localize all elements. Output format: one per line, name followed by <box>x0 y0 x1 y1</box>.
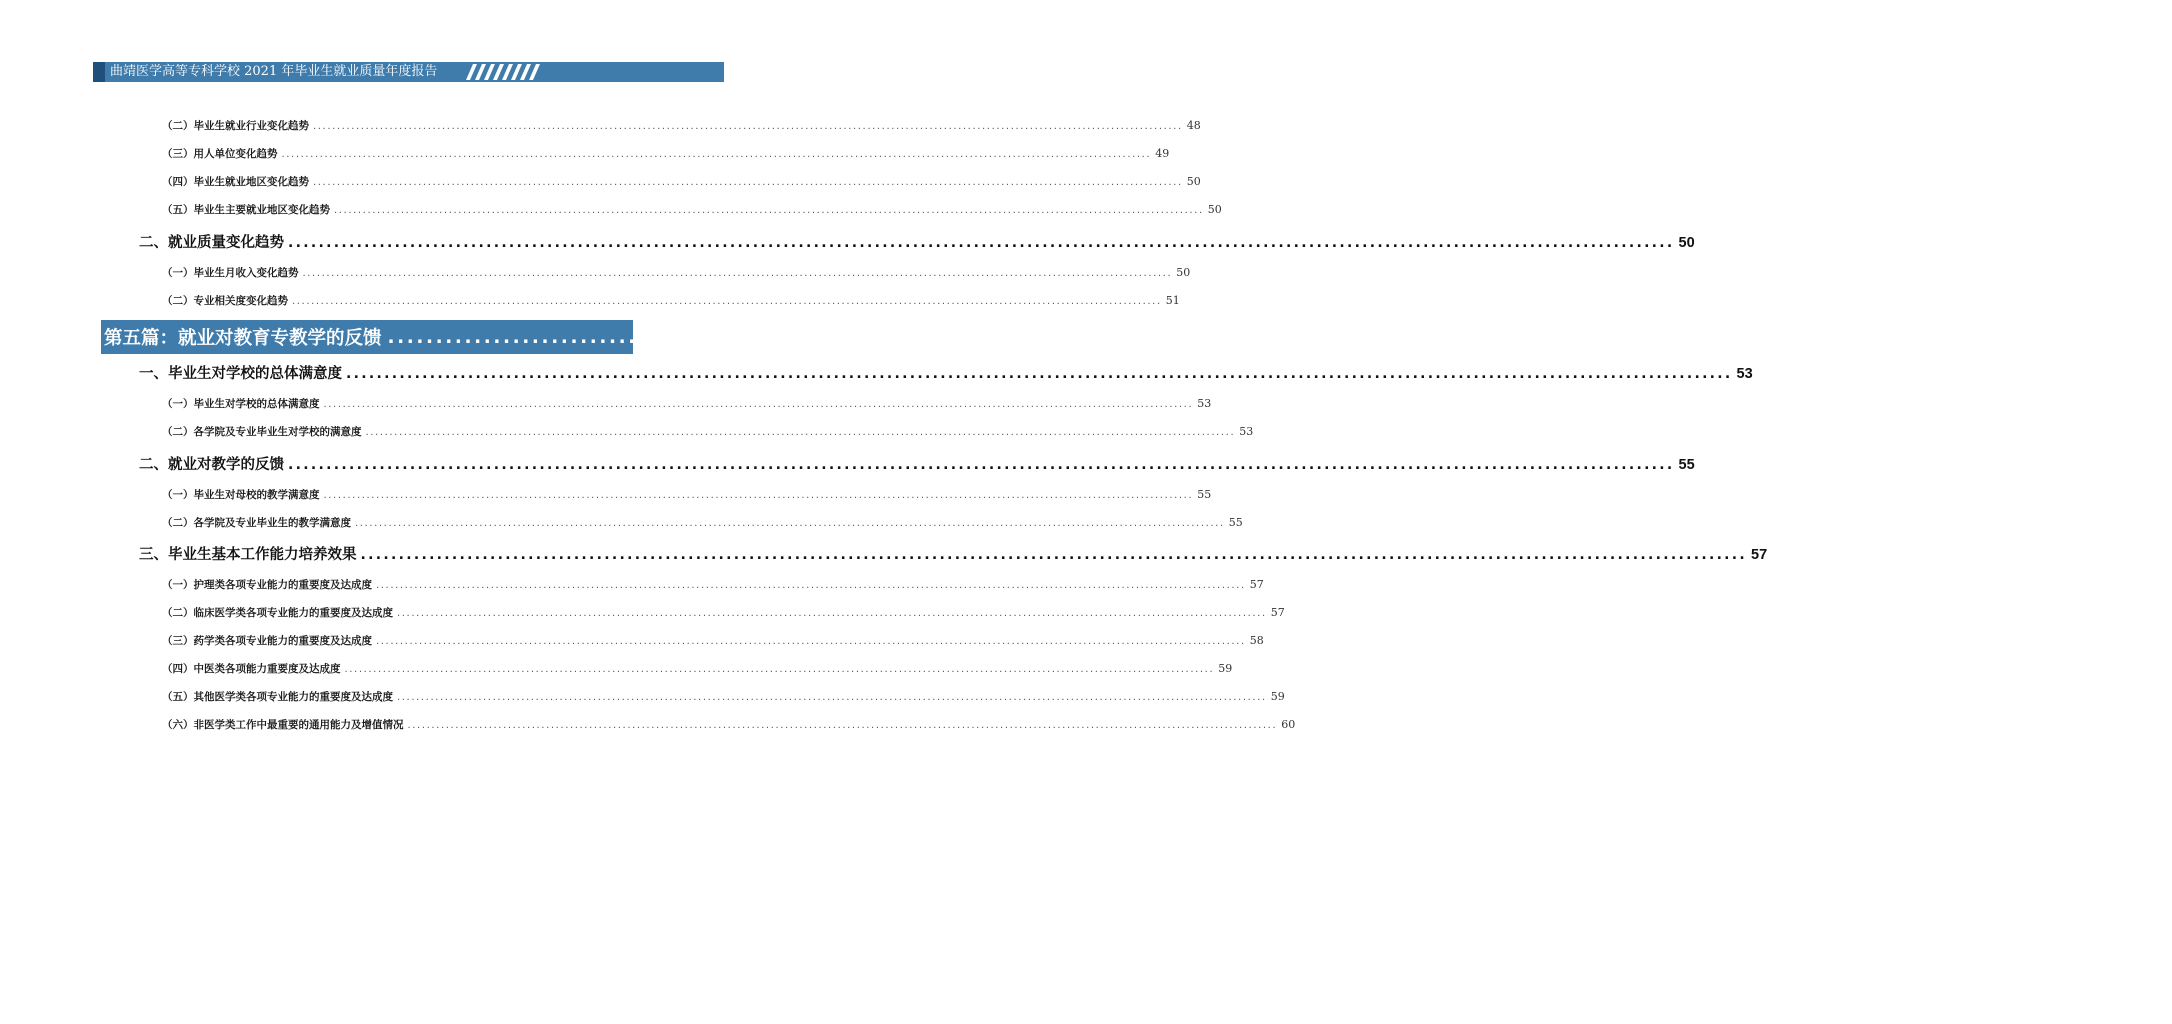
toc-section-overall-satisfaction[interactable] <box>139 362 1753 383</box>
toc-page-number: 51 <box>1165 294 1180 307</box>
toc-entry-label: （四）毕业生就业地区变化趋势 <box>162 176 309 188</box>
toc-section-label: 一、毕业生对学校的总体满意度 <box>139 366 342 382</box>
toc-leader-dots: ...................................................................................................................................................................................... <box>376 636 1246 647</box>
toc-leader-dots: ...................................................................................................................................................................................... <box>313 121 1183 132</box>
toc-entry-label: （五）其他医学类各项专业能力的重要度及达成度 <box>162 691 393 703</box>
toc-leader-dots: ...................................................................................................................................................................................... <box>313 177 1183 188</box>
toc-entry-employer-trend[interactable] <box>162 146 1170 161</box>
toc-page-number: 53 <box>1197 397 1212 410</box>
toc-entry-clinical-ability[interactable] <box>162 605 1285 620</box>
toc-entry-label: （三）用人单位变化趋势 <box>162 148 278 160</box>
toc-page-number: 59 <box>1270 690 1285 703</box>
toc-entry-teaching-satisfaction[interactable] <box>162 487 1212 502</box>
toc-entry-main-region-trend[interactable] <box>162 202 1222 217</box>
toc-leader-dots: ...................................................................................................................................................................................... <box>288 235 1675 251</box>
toc-page-number: 53 <box>1736 366 1753 382</box>
toc-entry-college-satisfaction[interactable] <box>162 424 1254 439</box>
toc-entry-label: （五）毕业生主要就业地区变化趋势 <box>162 204 330 216</box>
toc-entry-label: （一）毕业生对母校的教学满意度 <box>162 489 320 501</box>
toc-entry-nursing-ability[interactable] <box>162 577 1264 592</box>
toc-leader-dots: ...................................................................................................................................................................................... <box>360 547 1748 563</box>
toc-page-number: 53 <box>1239 425 1254 438</box>
toc-leader-dots: ...................................................................................................................................................................................... <box>323 490 1194 501</box>
toc-leader-dots: ...................................................................................................................................................................................... <box>397 608 1267 619</box>
report-header <box>93 62 724 82</box>
toc-leader-dots: ...................................................................................................................................................................................... <box>323 399 1194 410</box>
toc-page-number: 55 <box>1197 488 1212 501</box>
toc-page-number: 57 <box>1249 578 1264 591</box>
toc-leader-dots: ...................................................................................................................................................................................... <box>334 205 1204 216</box>
toc-entry-label: （三）药学类各项专业能力的重要度及达成度 <box>162 635 372 647</box>
toc-leader-dots: ...................................................................................................................................................................................... <box>376 580 1246 591</box>
toc-entry-tcm-ability[interactable] <box>162 661 1233 676</box>
toc-leader-dots: ...................................................................................................................................................................................... <box>346 366 1733 382</box>
toc-entry-label: （一）毕业生对学校的总体满意度 <box>162 398 320 410</box>
toc-leader-dots: ...................................................................................................................................................................................... <box>288 457 1675 473</box>
toc-page-number: 48 <box>1186 119 1201 132</box>
toc-page-number: 57 <box>1270 606 1285 619</box>
toc-entry-label: （二）临床医学类各项专业能力的重要度及达成度 <box>162 607 393 619</box>
toc-section-label: 二、就业质量变化趋势 <box>139 235 284 251</box>
toc-entry-label: （一）毕业生月收入变化趋势 <box>162 267 299 279</box>
toc-entry-label: （四）中医类各项能力重要度及达成度 <box>162 663 341 675</box>
toc-entry-overall-satisfaction[interactable] <box>162 396 1212 411</box>
toc-section-quality-trend[interactable] <box>139 231 1695 252</box>
toc-page-number: 57 <box>1751 547 1768 563</box>
toc-page-number: 50 <box>1176 266 1191 279</box>
toc-entry-pharmacy-ability[interactable] <box>162 633 1264 648</box>
toc-entry-label: （一）护理类各项专业能力的重要度及达成度 <box>162 579 372 591</box>
header-accent-block <box>93 62 105 82</box>
toc-entry-non-medical-ability[interactable] <box>162 717 1296 732</box>
toc-leader-dots: ...................................................................................................................................................................................... <box>281 149 1152 160</box>
toc-leader-dots: ...................................................................................................................................................................................... <box>302 268 1173 279</box>
toc-section-teaching-feedback[interactable] <box>139 453 1695 474</box>
toc-page-number: 50 <box>1186 175 1201 188</box>
toc-page-number: 58 <box>1249 634 1264 647</box>
toc-section-label: 二、就业对教学的反馈 <box>139 457 284 473</box>
toc-entry-label: （二）专业相关度变化趋势 <box>162 295 288 307</box>
toc-page-number: 50 <box>1678 235 1695 251</box>
toc-part-label: 第五篇：就业对教育专教学的反馈 <box>104 328 382 349</box>
toc-leader-dots: ...................................................................................................................................................................................... <box>344 664 1215 675</box>
toc-entry-label: （六）非医学类工作中最重要的通用能力及增值情况 <box>162 719 404 731</box>
toc-entry-industry-trend[interactable] <box>162 118 1201 133</box>
toc-leader-dots: ...................................................................................................................................................................................... <box>397 692 1267 703</box>
toc-page-number: 55 <box>1678 457 1695 473</box>
toc-leader-dots: ...................................................................................................................................................................................... <box>355 518 1225 529</box>
report-title: 曲靖医学高等专科学校 2021 年毕业生就业质量年度报告 <box>110 64 438 79</box>
toc-section-ability-training[interactable] <box>139 543 1768 564</box>
toc-leader-dots: ...................................................................................................................................................................................... <box>365 427 1236 438</box>
toc-entry-label: （二）各学院及专业毕业生对学校的满意度 <box>162 426 362 438</box>
toc-page-number: 60 <box>1281 718 1296 731</box>
header-stripes-decoration <box>460 62 543 82</box>
toc-entry-college-teaching-satisfaction[interactable] <box>162 515 1243 530</box>
toc-entry-label: （二）各学院及专业毕业生的教学满意度 <box>162 517 351 529</box>
toc-page-number: 49 <box>1155 147 1170 160</box>
toc-entry-label: （二）毕业生就业行业变化趋势 <box>162 120 309 132</box>
toc-section-label: 三、毕业生基本工作能力培养效果 <box>139 547 357 563</box>
toc-page-number: 53 <box>2145 326 2172 348</box>
toc-entry-relevance-trend[interactable] <box>162 293 1180 308</box>
toc-entry-income-trend[interactable] <box>162 265 1191 280</box>
toc-leader-dots: ...................................................................................................................................................................................... <box>407 720 1278 731</box>
toc-part-five-heading[interactable] <box>101 320 2172 354</box>
toc-leader-dots: ...................................................................................................................................................................................... <box>292 296 1162 307</box>
toc-entry-region-trend[interactable] <box>162 174 1201 189</box>
toc-page-number: 50 <box>1207 203 1222 216</box>
toc-entry-other-medical-ability[interactable] <box>162 689 1285 704</box>
toc-page-number: 55 <box>1228 516 1243 529</box>
toc-page-number: 59 <box>1218 662 1233 675</box>
toc-leader-dots: ...................................................................................................................................................................................... <box>387 326 2140 348</box>
